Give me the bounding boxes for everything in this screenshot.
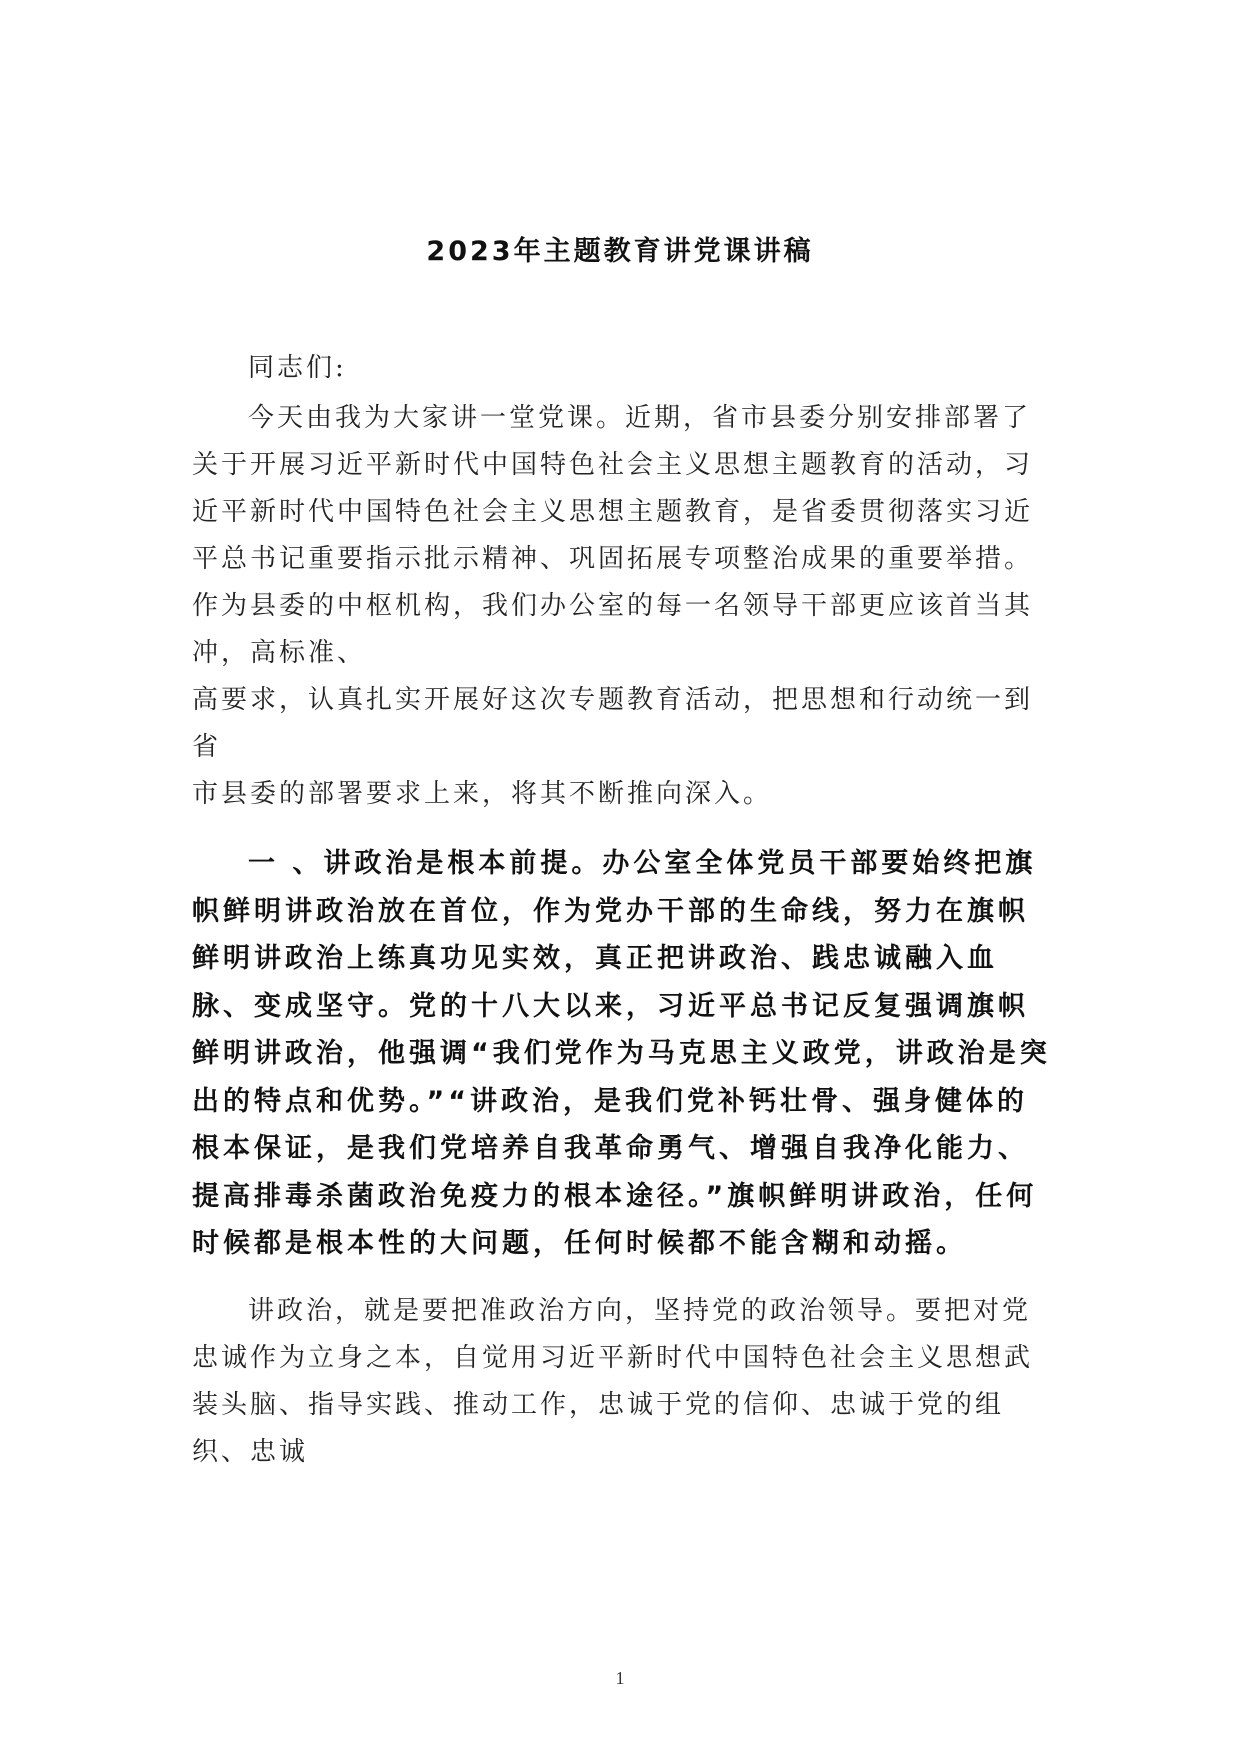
intro-paragraph-continuation: 市县委的部署要求上来，将其不断推向深入。 <box>192 779 773 809</box>
body-paragraph: 讲政治，就是要把准政治方向，坚持党的政治领导。要把对党忠诚作为立身之本，自觉用习近平新时代中国特色社会主义思想武装头脑、指导实践、推动工作，忠诚于党的信仰、忠诚于党的组织、忠诚 <box>192 1295 1034 1467</box>
salutation: 同志们: <box>248 353 347 383</box>
section-heading-paragraph: 一 、讲政治是根本前提。办公室全体党员干部要始终把旗帜鲜明讲政治放在首位，作为党办干部的生命线，努力在旗帜鲜明讲政治上练真功见实效，真正把讲政治、践忠诚融入血脉、变成坚守。党的十八大以来，习近平总书记反复强调旗帜鲜明讲政治，他强调“我们党作为马克思主义政党，讲政治是突出的特点和优势。”“讲政治，是我们党补钙壮骨、强身健体的根本保证，是我们党培养自我革命勇气、增强自我净化能力、提高排毒杀菌政治免疫力的根本途径。”旗帜鲜明讲政治，任何时候都是根本性的大问题，任何时候都不能含糊和动摇。 <box>192 848 1051 1259</box>
document-title: 2023年主题教育讲党课讲稿 <box>426 236 814 267</box>
page-number: 1 <box>615 1668 625 1688</box>
document-body <box>192 345 1052 1476</box>
intro-line: 高要求，认真扎实开展好这次专题教育活动，把思想和行动统一到 <box>192 685 1034 715</box>
intro-line: 今天由我为大家讲一堂党课。近期，省市县委分别安排部署了关于开展习近平新时代中国特色社会主义思想主题教育的活动，习近平新时代中国特色社会主义思想主题教育，是省委贯彻落实习近平总书记重要指示批示精神、巩固拓展专项整治成果的重要举措。作为县委的中枢机构，我们办公室的每一名领导干部更应该首当其冲，高标准、 <box>192 403 1034 668</box>
intro-paragraph <box>192 395 1052 771</box>
intro-line: 省 <box>192 732 222 762</box>
